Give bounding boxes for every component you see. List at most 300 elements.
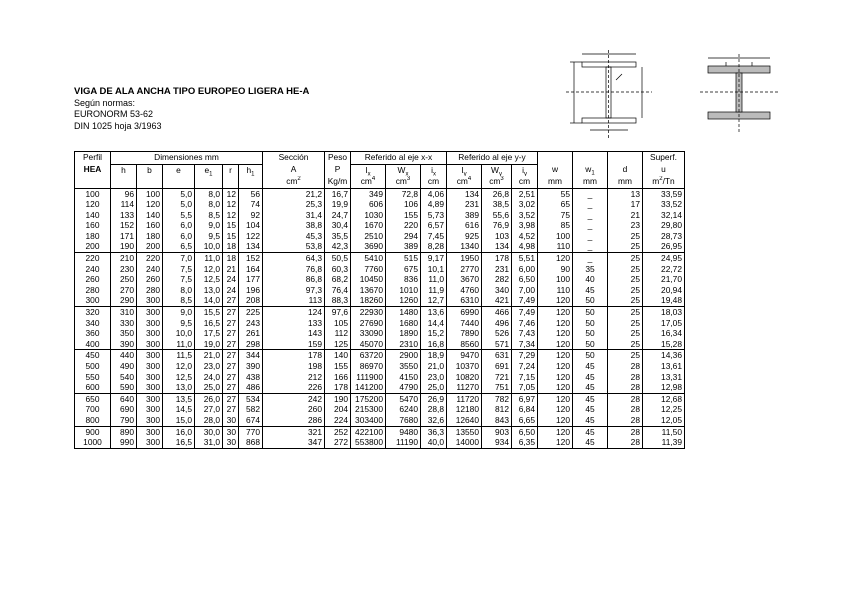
table-cell: 31,4 (263, 210, 325, 221)
table-cell: 50 (573, 328, 608, 339)
table-cell: 7,5 (163, 264, 195, 275)
table-cell: 180 (75, 231, 111, 242)
table-cell: 340 (482, 285, 512, 296)
table-cell: 3,02 (512, 199, 538, 210)
table-cell: 27 (223, 372, 239, 383)
table-cell: 389 (447, 210, 482, 221)
table-cell: 140 (75, 210, 111, 221)
table-cell: 111900 (351, 372, 386, 383)
table-cell: 120 (538, 426, 573, 437)
table-cell: 17,5 (195, 328, 223, 339)
table-cell: 7890 (447, 328, 482, 339)
table-cell: 12,68 (643, 393, 685, 404)
table-cell: 300 (137, 339, 163, 350)
table-cell: 178 (325, 382, 351, 393)
header-ix: $i_x$ (421, 164, 447, 176)
table-row (75, 361, 685, 372)
table-cell: 21,0 (195, 350, 223, 361)
table-cell: 390 (111, 339, 137, 350)
table-cell: 349 (351, 188, 386, 199)
table-cell: 231 (482, 264, 512, 275)
table-cell: 27 (223, 350, 239, 361)
table-cell: 140 (137, 210, 163, 221)
table-cell: 6,5 (163, 241, 195, 252)
table-cell: 21,70 (643, 274, 685, 285)
table-cell: 15,2 (421, 328, 447, 339)
table-cell: 252 (325, 426, 351, 437)
table-cell: 836 (386, 274, 421, 285)
table-cell: _ (573, 231, 608, 242)
table-cell: 25 (608, 264, 643, 275)
header-b: b (137, 164, 163, 176)
table-cell: 7,15 (512, 372, 538, 383)
table-cell: 272 (325, 437, 351, 448)
table-cell: 7,05 (512, 382, 538, 393)
table-cell: 934 (482, 437, 512, 448)
table-cell: 45 (573, 393, 608, 404)
header-Wy: $W_y$ (482, 164, 512, 176)
table-cell: 30 (223, 415, 239, 426)
table-cell: 7680 (386, 415, 421, 426)
table-cell: 11,9 (421, 285, 447, 296)
table-cell: 25 (608, 307, 643, 318)
table-cell: 17 (608, 199, 643, 210)
table-cell: 85 (538, 220, 573, 231)
table-cell: 7,0 (163, 253, 195, 264)
table-cell: 76,4 (325, 285, 351, 296)
table-cell: 10,0 (195, 241, 223, 252)
table-cell: 200 (75, 241, 111, 252)
table-cell: 5410 (351, 253, 386, 264)
table-cell: 180 (137, 231, 163, 242)
table-cell: 6,00 (512, 264, 538, 275)
table-row (75, 210, 685, 221)
table-cell: 270 (111, 285, 137, 296)
table-cell: 300 (137, 382, 163, 393)
table-cell: 120 (538, 361, 573, 372)
table-cell: 6310 (447, 295, 482, 306)
table-cell: 12180 (447, 404, 482, 415)
table-cell: 65 (538, 199, 573, 210)
unit-w1-mm: mm (573, 176, 608, 188)
table-cell: 212 (263, 372, 325, 383)
table-cell: 166 (325, 372, 351, 383)
table-cell: 303400 (351, 415, 386, 426)
table-cell: 22,72 (643, 264, 685, 275)
table-cell: 300 (137, 295, 163, 306)
table-cell: 7,49 (512, 295, 538, 306)
table-row (75, 188, 685, 199)
table-cell: 8,5 (163, 295, 195, 306)
table-cell: 240 (75, 264, 111, 275)
table-cell: 24 (223, 285, 239, 296)
table-cell: 178 (482, 253, 512, 264)
table-cell: 7,43 (512, 328, 538, 339)
table-row (75, 220, 685, 231)
table-cell: 25,0 (195, 382, 223, 393)
table-cell: 11720 (447, 393, 482, 404)
table-cell: 97,6 (325, 307, 351, 318)
header-w: w (538, 164, 573, 176)
table-cell: 231 (447, 199, 482, 210)
table-cell: 925 (447, 231, 482, 242)
table-cell: 11190 (386, 437, 421, 448)
table-cell: 29,80 (643, 220, 685, 231)
table-cell: 4,98 (512, 241, 538, 252)
table-cell: 12,98 (643, 382, 685, 393)
table-cell: 13,61 (643, 361, 685, 372)
table-cell: 27 (223, 318, 239, 329)
table-cell: 23,0 (421, 372, 447, 383)
table-cell: 286 (263, 415, 325, 426)
table-cell: 134 (447, 188, 482, 199)
table-cell: 28 (608, 361, 643, 372)
table-cell: 12 (223, 199, 239, 210)
table-cell: 300 (137, 437, 163, 448)
table-cell: 7,46 (512, 318, 538, 329)
unit-kgm: Kg/m (325, 176, 351, 188)
table-cell: 21 (223, 264, 239, 275)
table-cell: 25 (608, 295, 643, 306)
unit-iy-cm: cm (512, 176, 538, 188)
table-cell: 25,3 (263, 199, 325, 210)
table-cell: 800 (75, 415, 111, 426)
table-cell: 72,8 (386, 188, 421, 199)
table-row (75, 307, 685, 318)
table-cell: 45 (573, 285, 608, 296)
table-cell: _ (573, 188, 608, 199)
header-hea: HEA (75, 164, 111, 176)
table-cell: 12,7 (421, 295, 447, 306)
table-cell: 8560 (447, 339, 482, 350)
header-Ix: $I_x$ (351, 164, 386, 176)
table-cell: 553800 (351, 437, 386, 448)
table-cell: 2310 (386, 339, 421, 350)
table-row (75, 285, 685, 296)
table-cell: 890 (111, 426, 137, 437)
table-cell: 103 (482, 231, 512, 242)
table-cell: 50 (573, 339, 608, 350)
table-cell: 160 (75, 220, 111, 231)
table-cell: 13,5 (163, 393, 195, 404)
table-cell: 261 (239, 328, 263, 339)
table-cell: 19,48 (643, 295, 685, 306)
table-cell: 120 (538, 437, 573, 448)
header-d: d (608, 164, 643, 176)
table-cell: 26,0 (195, 393, 223, 404)
header-iy: $i_y$ (512, 164, 538, 176)
table-cell: 15,28 (643, 339, 685, 350)
table-row (75, 372, 685, 383)
table-cell: 438 (239, 372, 263, 383)
table-cell: 843 (482, 415, 512, 426)
table-cell: _ (573, 220, 608, 231)
unit-wy-cm3: $cm^3$ (482, 176, 512, 188)
table-cell: 868 (239, 437, 263, 448)
table-row (75, 231, 685, 242)
table-cell: 10820 (447, 372, 482, 383)
table-cell: 640 (111, 393, 137, 404)
table-cell: 6,50 (512, 426, 538, 437)
table-cell: 26,95 (643, 241, 685, 252)
table-cell: 10450 (351, 274, 386, 285)
table-cell: 243 (239, 318, 263, 329)
table-cell: 298 (239, 339, 263, 350)
table-cell: 122 (239, 231, 263, 242)
hea-properties-table (74, 151, 685, 449)
table-cell: 13,0 (195, 285, 223, 296)
table-cell: 226 (263, 382, 325, 393)
table-cell: 56 (239, 188, 263, 199)
table-cell: 55,6 (482, 210, 512, 221)
table-cell: 340 (75, 318, 111, 329)
table-cell: _ (573, 210, 608, 221)
table-cell: 28,0 (195, 415, 223, 426)
table-cell: 13550 (447, 426, 482, 437)
table-cell: 389 (386, 241, 421, 252)
unit-ix-cm4: $cm^4$ (351, 176, 386, 188)
table-cell: 9480 (386, 426, 421, 437)
table-cell: 220 (386, 220, 421, 231)
table-cell: 106 (386, 199, 421, 210)
table-cell: 120 (137, 199, 163, 210)
table-cell: 105 (325, 318, 351, 329)
norms-label: Según normas: (74, 97, 136, 108)
table-cell: 120 (538, 253, 573, 264)
table-cell: 31,0 (195, 437, 223, 448)
table-cell: 190 (325, 393, 351, 404)
table-cell: 782 (482, 393, 512, 404)
table-cell: 120 (538, 372, 573, 383)
table-cell: 7,5 (163, 274, 195, 285)
table-cell: 110 (538, 285, 573, 296)
table-cell: 5,0 (163, 199, 195, 210)
table-cell: 8,0 (163, 285, 195, 296)
table-cell: 152 (239, 253, 263, 264)
table-cell: 45 (573, 437, 608, 448)
table-row (75, 328, 685, 339)
table-cell: 18260 (351, 295, 386, 306)
table-cell: 7760 (351, 264, 386, 275)
header-Iy: $I_y$ (447, 164, 482, 176)
table-cell: 13,6 (421, 307, 447, 318)
table-cell: 500 (75, 361, 111, 372)
table-cell: 13,0 (163, 382, 195, 393)
table-cell: 280 (75, 285, 111, 296)
table-cell: 300 (137, 361, 163, 372)
table-cell: 30,4 (325, 220, 351, 231)
header-superf: Superf. (643, 152, 685, 165)
table-cell: 7,00 (512, 285, 538, 296)
unit-m2tn: $m^2/Tn$ (643, 176, 685, 188)
table-cell: 28,8 (421, 404, 447, 415)
table-cell: 751 (482, 382, 512, 393)
table-cell: 631 (482, 350, 512, 361)
beam-section-drawings (560, 40, 800, 145)
table-cell: 53,8 (263, 241, 325, 252)
table-cell: 400 (75, 339, 111, 350)
table-cell: 18 (223, 253, 239, 264)
table-cell: 88,3 (325, 295, 351, 306)
table-cell: 60,3 (325, 264, 351, 275)
table-cell: 526 (482, 328, 512, 339)
table-cell: 790 (111, 415, 137, 426)
table-cell: 321 (263, 426, 325, 437)
table-cell: 45 (573, 382, 608, 393)
table-cell: 260 (75, 274, 111, 285)
unit-wx-cm3: $cm^3$ (386, 176, 421, 188)
table-cell: 27 (223, 295, 239, 306)
table-row (75, 350, 685, 361)
table-cell: 27 (223, 339, 239, 350)
table-cell: 64,3 (263, 253, 325, 264)
table-cell: 28 (608, 372, 643, 383)
table-cell: 6,50 (512, 274, 538, 285)
table-cell: 9470 (447, 350, 482, 361)
table-cell: 11,50 (643, 426, 685, 437)
table-cell: 23,0 (195, 361, 223, 372)
table-cell: 450 (75, 350, 111, 361)
table-cell: 120 (538, 318, 573, 329)
table-cell: 360 (75, 328, 111, 339)
table-row (75, 253, 685, 264)
table-cell: 606 (351, 199, 386, 210)
table-cell: 50,5 (325, 253, 351, 264)
table-cell: 11270 (447, 382, 482, 393)
table-cell: 16,8 (421, 339, 447, 350)
table-cell: 20,94 (643, 285, 685, 296)
table-cell: 14,0 (195, 295, 223, 306)
table-cell: 6990 (447, 307, 482, 318)
table-cell: 320 (75, 307, 111, 318)
table-cell: 16,5 (163, 437, 195, 448)
table-cell: 225 (239, 307, 263, 318)
table-cell: 12,0 (163, 361, 195, 372)
table-cell: 11,0 (195, 253, 223, 264)
table-cell: 1030 (351, 210, 386, 221)
unit-iy-cm4: $cm^4$ (447, 176, 482, 188)
table-cell: 490 (111, 361, 137, 372)
table-cell: 110 (538, 241, 573, 252)
table-cell: 120 (538, 295, 573, 306)
table-cell: 240 (137, 264, 163, 275)
table-cell: 230 (111, 264, 137, 275)
table-cell: 120 (538, 350, 573, 361)
table-cell: 675 (386, 264, 421, 275)
table-cell: 30 (223, 426, 239, 437)
table-cell: 224 (325, 415, 351, 426)
table-cell: 300 (137, 426, 163, 437)
table-cell: 133 (111, 210, 137, 221)
table-cell: 13 (608, 188, 643, 199)
table-cell: 178 (263, 350, 325, 361)
table-row (75, 241, 685, 252)
header-dimensiones: Dimensiones mm (111, 152, 263, 165)
table-cell: 300 (137, 372, 163, 383)
table-cell: 40 (573, 274, 608, 285)
table-cell: 45 (573, 372, 608, 383)
table-cell: 32,6 (421, 415, 447, 426)
table-cell: 5470 (386, 393, 421, 404)
table-cell: 1000 (75, 437, 111, 448)
table-cell: 35,5 (325, 231, 351, 242)
table-cell: 12 (223, 210, 239, 221)
table-cell: 16,0 (163, 426, 195, 437)
table-cell: 300 (137, 328, 163, 339)
table-cell: 4,52 (512, 231, 538, 242)
table-cell: 190 (111, 241, 137, 252)
table-cell: 50 (573, 350, 608, 361)
table-cell: 120 (538, 307, 573, 318)
table-cell: 155 (386, 210, 421, 221)
table-cell: 27,0 (195, 404, 223, 415)
table-cell: 27 (223, 328, 239, 339)
table-cell: 159 (263, 339, 325, 350)
table-cell: 12,0 (195, 264, 223, 275)
table-cell: 4760 (447, 285, 482, 296)
table-cell: 8,5 (195, 210, 223, 221)
table-cell: 27 (223, 393, 239, 404)
table-cell: 6,84 (512, 404, 538, 415)
table-cell: 10,0 (163, 328, 195, 339)
table-cell: 300 (137, 350, 163, 361)
table-cell: 5,0 (163, 188, 195, 199)
table-row (75, 415, 685, 426)
table-cell: 300 (137, 307, 163, 318)
header-e: e (163, 164, 195, 176)
table-cell: 7,24 (512, 361, 538, 372)
table-cell: 25 (608, 350, 643, 361)
table-cell: 208 (239, 295, 263, 306)
header-w1: $w_1$ (573, 164, 608, 176)
table-cell: 55 (538, 188, 573, 199)
table-cell: 13,31 (643, 372, 685, 383)
table-cell: _ (573, 241, 608, 252)
table-cell: 40,0 (421, 437, 447, 448)
table-cell: 4,06 (421, 188, 447, 199)
table-cell: 63720 (351, 350, 386, 361)
table-cell: 204 (325, 404, 351, 415)
table-row (75, 426, 685, 437)
table-cell: 198 (263, 361, 325, 372)
table-cell: 770 (239, 426, 263, 437)
table-cell: 1340 (447, 241, 482, 252)
table-cell: 113 (263, 295, 325, 306)
table-cell: 12,25 (643, 404, 685, 415)
table-cell: 12 (223, 188, 239, 199)
table-cell: 21 (608, 210, 643, 221)
table-cell: 9,5 (195, 231, 223, 242)
table-cell: 220 (137, 253, 163, 264)
unit-ix-cm: cm (421, 176, 447, 188)
page-title: VIGA DE ALA ANCHA TIPO EUROPEO LIGERA HE-A (74, 86, 310, 97)
header-perfil: Perfil (75, 152, 111, 165)
table-cell: 4150 (386, 372, 421, 383)
table-cell: 120 (538, 328, 573, 339)
table-cell: 27 (223, 382, 239, 393)
table-cell: 210 (111, 253, 137, 264)
table-cell: 5,5 (163, 210, 195, 221)
table-cell: 125 (325, 339, 351, 350)
table-row (75, 318, 685, 329)
table-cell: 17,05 (643, 318, 685, 329)
table-row (75, 393, 685, 404)
table-cell: 177 (239, 274, 263, 285)
table-cell: 14,36 (643, 350, 685, 361)
header-h1: $h_1$ (239, 164, 263, 176)
table-cell: 120 (538, 404, 573, 415)
table-cell: 496 (482, 318, 512, 329)
